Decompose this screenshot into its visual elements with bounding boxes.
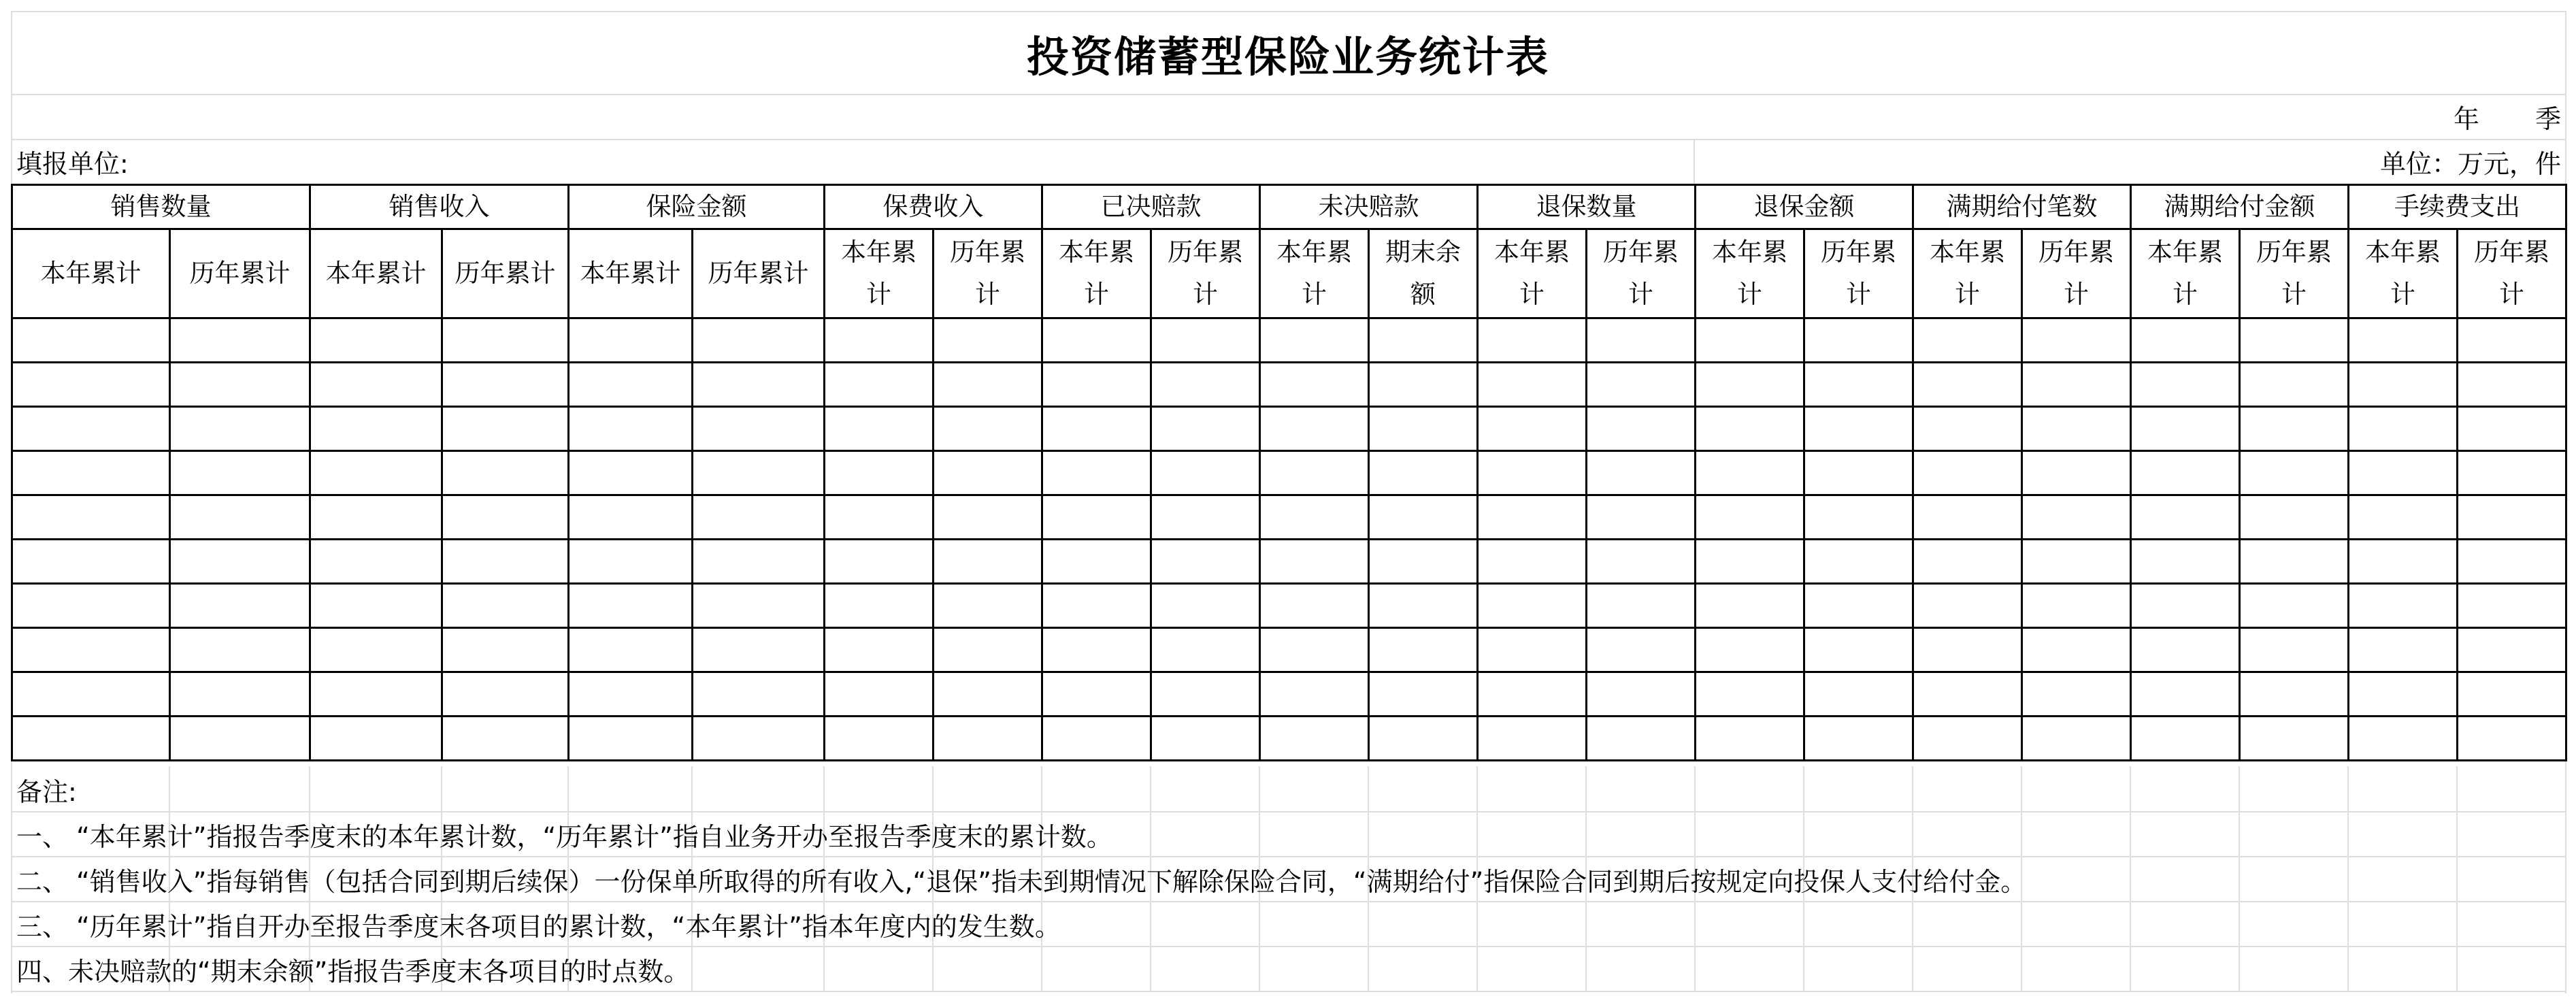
table-cell[interactable] — [12, 495, 170, 540]
table-cell[interactable] — [693, 672, 825, 717]
table-cell[interactable] — [1042, 717, 1151, 761]
table-cell[interactable] — [1042, 318, 1151, 363]
group-header: 保险金额 — [569, 185, 825, 229]
table-cell[interactable] — [825, 717, 934, 761]
table-cell[interactable] — [2349, 318, 2458, 363]
table-cell[interactable] — [1369, 672, 1478, 717]
sub-header: 历年累计 — [2022, 229, 2131, 318]
table-cell[interactable] — [1260, 628, 1369, 672]
table-cell[interactable] — [1478, 672, 1587, 717]
table-cell[interactable] — [693, 318, 825, 363]
table-cell[interactable] — [2458, 495, 2566, 540]
table-cell[interactable] — [1587, 584, 1696, 628]
table-cell[interactable] — [934, 717, 1042, 761]
table-cell[interactable] — [442, 363, 569, 407]
table-cell[interactable] — [12, 451, 170, 495]
sub-header: 本年累计 — [569, 229, 693, 318]
table-cell[interactable] — [1151, 318, 1260, 363]
table-cell[interactable] — [569, 672, 693, 717]
table-row — [12, 672, 2566, 717]
table-cell[interactable] — [934, 451, 1042, 495]
table-row — [12, 318, 2566, 363]
table-cell[interactable] — [1913, 717, 2022, 761]
table-cell[interactable] — [1151, 717, 1260, 761]
sub-header: 本年累计 — [1696, 229, 1804, 318]
table-cell[interactable] — [934, 363, 1042, 407]
table-cell[interactable] — [1369, 451, 1478, 495]
table-cell[interactable] — [2022, 540, 2131, 584]
table-cell[interactable] — [12, 672, 170, 717]
table-cell[interactable] — [1696, 318, 1804, 363]
table-cell[interactable] — [569, 717, 693, 761]
table-cell[interactable] — [2022, 495, 2131, 540]
table-cell[interactable] — [2240, 584, 2349, 628]
note-item: 三、 “历年累计”指自开办至报告季度末各项目的累计数，“本年累计”指本年度内的发生数。 — [16, 911, 1061, 942]
table-cell[interactable] — [2131, 540, 2240, 584]
table-cell[interactable] — [1260, 318, 1369, 363]
table-cell[interactable] — [1696, 717, 1804, 761]
table-cell[interactable] — [1369, 407, 1478, 451]
sub-header: 期末余额 — [1369, 229, 1478, 318]
table-cell[interactable] — [934, 584, 1042, 628]
table-cell[interactable] — [1913, 495, 2022, 540]
table-cell[interactable] — [1151, 672, 1260, 717]
table-cell[interactable] — [1478, 584, 1587, 628]
table-row — [12, 584, 2566, 628]
group-header-row — [12, 185, 2566, 229]
unit-label: 单位：万元，件 — [2379, 148, 2561, 179]
table-cell[interactable] — [2349, 628, 2458, 672]
table-cell[interactable] — [1478, 495, 1587, 540]
sub-header: 历年累计 — [1804, 229, 1913, 318]
table-cell[interactable] — [825, 540, 934, 584]
table-row — [12, 717, 2566, 761]
table-cell[interactable] — [1042, 363, 1151, 407]
table-cell[interactable] — [1478, 407, 1587, 451]
table-cell[interactable] — [1260, 540, 1369, 584]
table-cell[interactable] — [693, 540, 825, 584]
table-row — [12, 407, 2566, 451]
table-cell[interactable] — [934, 318, 1042, 363]
table-cell[interactable] — [12, 407, 170, 451]
table-cell[interactable] — [1696, 451, 1804, 495]
table-cell[interactable] — [170, 540, 310, 584]
table-cell[interactable] — [934, 540, 1042, 584]
table-cell[interactable] — [2131, 717, 2240, 761]
table-cell[interactable] — [569, 451, 693, 495]
table-cell[interactable] — [1151, 363, 1260, 407]
table-cell[interactable] — [170, 672, 310, 717]
table-cell[interactable] — [2131, 318, 2240, 363]
table-cell[interactable] — [1913, 318, 2022, 363]
table-cell[interactable] — [1478, 540, 1587, 584]
table-cell[interactable] — [310, 672, 442, 717]
table-cell[interactable] — [442, 407, 569, 451]
table-cell[interactable] — [1042, 540, 1151, 584]
table-cell[interactable] — [1587, 672, 1696, 717]
sub-header: 历年累计 — [442, 229, 569, 318]
table-cell[interactable] — [310, 584, 442, 628]
statistics-table — [11, 184, 2567, 761]
table-cell[interactable] — [1151, 584, 1260, 628]
table-cell[interactable] — [2240, 628, 2349, 672]
table-cell[interactable] — [2458, 318, 2566, 363]
table-cell[interactable] — [2349, 495, 2458, 540]
table-cell[interactable] — [1913, 451, 2022, 495]
table-row — [12, 363, 2566, 407]
table-cell[interactable] — [12, 540, 170, 584]
table-cell[interactable] — [2458, 672, 2566, 717]
table-cell[interactable] — [1478, 628, 1587, 672]
table-cell[interactable] — [1151, 451, 1260, 495]
table-cell[interactable] — [1042, 451, 1151, 495]
table-cell[interactable] — [1369, 318, 1478, 363]
table-cell[interactable] — [693, 363, 825, 407]
group-header: 退保金额 — [1696, 185, 1913, 229]
table-cell[interactable] — [569, 407, 693, 451]
table-cell[interactable] — [2349, 717, 2458, 761]
table-cell[interactable] — [2240, 717, 2349, 761]
table-cell[interactable] — [2240, 318, 2349, 363]
table-cell[interactable] — [2131, 451, 2240, 495]
table-cell[interactable] — [442, 451, 569, 495]
table-cell[interactable] — [442, 717, 569, 761]
table-cell[interactable] — [1478, 363, 1587, 407]
table-cell[interactable] — [693, 628, 825, 672]
table-cell[interactable] — [825, 672, 934, 717]
table-cell[interactable] — [2131, 672, 2240, 717]
table-cell[interactable] — [934, 407, 1042, 451]
table-cell[interactable] — [2022, 318, 2131, 363]
group-header: 手续费支出 — [2349, 185, 2566, 229]
table-cell[interactable] — [1151, 540, 1260, 584]
table-cell[interactable] — [2022, 407, 2131, 451]
sub-header: 本年累计 — [1042, 229, 1151, 318]
table-cell[interactable] — [2349, 540, 2458, 584]
table-cell[interactable] — [310, 540, 442, 584]
table-cell[interactable] — [1913, 407, 2022, 451]
table-cell[interactable] — [2458, 363, 2566, 407]
table-cell[interactable] — [170, 584, 310, 628]
table-cell[interactable] — [1587, 717, 1696, 761]
table-cell[interactable] — [825, 628, 934, 672]
table-cell[interactable] — [1478, 717, 1587, 761]
reporting-unit-label: 填报单位: — [16, 148, 129, 179]
table-cell[interactable] — [1587, 451, 1696, 495]
sub-header: 历年累计 — [1587, 229, 1696, 318]
sub-header: 历年累计 — [2458, 229, 2566, 318]
table-cell[interactable] — [1042, 584, 1151, 628]
sub-header: 本年累计 — [2131, 229, 2240, 318]
table-cell[interactable] — [1696, 540, 1804, 584]
table-cell[interactable] — [170, 451, 310, 495]
table-cell[interactable] — [442, 318, 569, 363]
table-cell[interactable] — [2022, 672, 2131, 717]
table-row — [12, 451, 2566, 495]
table-cell[interactable] — [1587, 363, 1696, 407]
table-cell[interactable] — [1587, 495, 1696, 540]
table-row — [12, 540, 2566, 584]
table-cell[interactable] — [310, 717, 442, 761]
page-title: 投资储蓄型保险业务统计表 — [1026, 31, 1549, 82]
table-cell[interactable] — [2131, 628, 2240, 672]
sub-header: 历年累计 — [2240, 229, 2349, 318]
table-cell[interactable] — [2240, 451, 2349, 495]
table-cell[interactable] — [693, 451, 825, 495]
table-cell[interactable] — [569, 584, 693, 628]
table-cell[interactable] — [1369, 363, 1478, 407]
table-cell[interactable] — [2458, 451, 2566, 495]
table-cell[interactable] — [442, 584, 569, 628]
table-cell[interactable] — [825, 318, 934, 363]
table-cell[interactable] — [1696, 407, 1804, 451]
table-cell[interactable] — [569, 628, 693, 672]
table-row — [12, 495, 2566, 540]
table-cell[interactable] — [2022, 628, 2131, 672]
table-cell[interactable] — [2240, 672, 2349, 717]
notes-label: 备注: — [16, 776, 77, 807]
table-cell[interactable] — [1696, 628, 1804, 672]
sub-header: 本年累计 — [1478, 229, 1587, 318]
note-item: 二、 “销售收入”指每销售（包括合同到期后续保）一份保单所取得的所有收入,“退保”指未到期情况下解除保险合同，“满期给付”指保险合同到期后按规定向投保人支付给付金。 — [16, 866, 2027, 897]
table-cell[interactable] — [1587, 318, 1696, 363]
sub-header: 历年累计 — [693, 229, 825, 318]
table-cell[interactable] — [1369, 584, 1478, 628]
sub-header-row — [12, 229, 2566, 318]
table-cell[interactable] — [1804, 363, 1913, 407]
table-cell[interactable] — [825, 363, 934, 407]
table-cell[interactable] — [2349, 363, 2458, 407]
table-cell[interactable] — [442, 540, 569, 584]
table-cell[interactable] — [310, 628, 442, 672]
table-cell[interactable] — [2349, 672, 2458, 717]
table-cell[interactable] — [442, 672, 569, 717]
table-cell[interactable] — [1042, 628, 1151, 672]
table-cell[interactable] — [1260, 363, 1369, 407]
table-cell[interactable] — [2131, 363, 2240, 407]
table-cell[interactable] — [1260, 717, 1369, 761]
table-cell[interactable] — [693, 407, 825, 451]
table-cell[interactable] — [2458, 584, 2566, 628]
group-header: 满期给付笔数 — [1913, 185, 2131, 229]
table-cell[interactable] — [1042, 495, 1151, 540]
sub-header: 历年累计 — [170, 229, 310, 318]
table-cell[interactable] — [170, 407, 310, 451]
table-cell[interactable] — [1804, 628, 1913, 672]
table-cell[interactable] — [2022, 451, 2131, 495]
table-cell[interactable] — [2349, 451, 2458, 495]
group-header: 销售数量 — [12, 185, 310, 229]
table-cell[interactable] — [569, 495, 693, 540]
table-cell[interactable] — [12, 584, 170, 628]
table-cell[interactable] — [2240, 407, 2349, 451]
sub-header: 历年累计 — [934, 229, 1042, 318]
table-cell[interactable] — [1369, 495, 1478, 540]
group-header: 满期给付金额 — [2131, 185, 2349, 229]
table-cell[interactable] — [1804, 717, 1913, 761]
table-cell[interactable] — [310, 407, 442, 451]
table-cell[interactable] — [1151, 407, 1260, 451]
table-cell[interactable] — [2458, 407, 2566, 451]
sub-header: 本年累计 — [310, 229, 442, 318]
table-cell[interactable] — [2131, 584, 2240, 628]
table-cell[interactable] — [170, 495, 310, 540]
table-cell[interactable] — [1587, 628, 1696, 672]
table-cell[interactable] — [569, 318, 693, 363]
table-cell[interactable] — [1804, 495, 1913, 540]
table-cell[interactable] — [1478, 451, 1587, 495]
table-cell[interactable] — [1369, 717, 1478, 761]
table-cell[interactable] — [1913, 540, 2022, 584]
table-cell[interactable] — [170, 318, 310, 363]
table-cell[interactable] — [693, 495, 825, 540]
table-cell[interactable] — [1804, 540, 1913, 584]
group-header: 销售收入 — [310, 185, 569, 229]
table-cell[interactable] — [2349, 407, 2458, 451]
group-header: 退保数量 — [1478, 185, 1696, 229]
table-cell[interactable] — [1151, 495, 1260, 540]
table-cell[interactable] — [825, 584, 934, 628]
table-cell[interactable] — [310, 495, 442, 540]
table-cell[interactable] — [2349, 584, 2458, 628]
table-cell[interactable] — [12, 717, 170, 761]
sub-header: 本年累计 — [12, 229, 170, 318]
table-cell[interactable] — [1042, 407, 1151, 451]
table-cell[interactable] — [1369, 628, 1478, 672]
table-row — [12, 628, 2566, 672]
group-header: 未决赔款 — [1260, 185, 1478, 229]
group-header: 已决赔款 — [1042, 185, 1260, 229]
table-cell[interactable] — [825, 451, 934, 495]
table-cell[interactable] — [2240, 540, 2349, 584]
table-cell[interactable] — [1260, 451, 1369, 495]
sub-header: 本年累计 — [825, 229, 934, 318]
table-cell[interactable] — [1804, 451, 1913, 495]
table-cell[interactable] — [934, 628, 1042, 672]
table-cell[interactable] — [310, 318, 442, 363]
table-cell[interactable] — [2458, 717, 2566, 761]
table-cell[interactable] — [934, 495, 1042, 540]
table-cell[interactable] — [1696, 584, 1804, 628]
sub-header: 历年累计 — [1151, 229, 1260, 318]
note-item: 一、 “本年累计”指报告季度末的本年累计数，“历年累计”指自业务开办至报告季度末的累计数。 — [16, 821, 1112, 852]
table-cell[interactable] — [825, 495, 934, 540]
table-cell[interactable] — [442, 495, 569, 540]
table-cell[interactable] — [1913, 628, 2022, 672]
table-cell[interactable] — [569, 540, 693, 584]
table-cell[interactable] — [1696, 495, 1804, 540]
table-cell[interactable] — [1042, 672, 1151, 717]
table-cell[interactable] — [2240, 495, 2349, 540]
table-cell[interactable] — [310, 363, 442, 407]
table-cell[interactable] — [442, 628, 569, 672]
sub-header: 本年累计 — [1913, 229, 2022, 318]
sub-header: 本年累计 — [1260, 229, 1369, 318]
table-cell[interactable] — [310, 451, 442, 495]
table-cell[interactable] — [1260, 672, 1369, 717]
table-cell[interactable] — [1696, 363, 1804, 407]
table-cell[interactable] — [2022, 363, 2131, 407]
table-cell[interactable] — [1804, 318, 1913, 363]
table-cell[interactable] — [170, 628, 310, 672]
table-cell[interactable] — [934, 672, 1042, 717]
table-cell[interactable] — [12, 318, 170, 363]
table-cell[interactable] — [1804, 672, 1913, 717]
group-header: 保费收入 — [825, 185, 1042, 229]
table-cell[interactable] — [1804, 407, 1913, 451]
table-cell[interactable] — [2458, 540, 2566, 584]
table-cell[interactable] — [1913, 363, 2022, 407]
table-cell[interactable] — [2458, 628, 2566, 672]
table-cell[interactable] — [12, 628, 170, 672]
table-cell[interactable] — [693, 584, 825, 628]
table-cell[interactable] — [2131, 407, 2240, 451]
table-cell[interactable] — [2131, 495, 2240, 540]
table-cell[interactable] — [1260, 495, 1369, 540]
table-cell[interactable] — [1587, 407, 1696, 451]
table-cell[interactable] — [1804, 584, 1913, 628]
table-cell[interactable] — [1260, 407, 1369, 451]
table-cell[interactable] — [1151, 628, 1260, 672]
year-label: 年 — [2454, 103, 2480, 134]
table-cell[interactable] — [1478, 318, 1587, 363]
table-cell[interactable] — [825, 407, 934, 451]
table-cell[interactable] — [12, 363, 170, 407]
table-cell[interactable] — [1587, 540, 1696, 584]
table-cell[interactable] — [1260, 584, 1369, 628]
table-cell[interactable] — [1696, 672, 1804, 717]
sub-header: 本年累计 — [2349, 229, 2458, 318]
season-label: 季 — [2535, 103, 2562, 134]
table-cell[interactable] — [2022, 717, 2131, 761]
note-item: 四、未决赔款的“期末余额”指报告季度末各项目的时点数。 — [16, 956, 690, 987]
table-cell[interactable] — [170, 363, 310, 407]
table-cell[interactable] — [2240, 363, 2349, 407]
table-cell[interactable] — [1913, 672, 2022, 717]
table-cell[interactable] — [1369, 540, 1478, 584]
table-cell[interactable] — [693, 717, 825, 761]
table-cell[interactable] — [569, 363, 693, 407]
table-cell[interactable] — [2022, 584, 2131, 628]
table-cell[interactable] — [1913, 584, 2022, 628]
table-cell[interactable] — [170, 717, 310, 761]
